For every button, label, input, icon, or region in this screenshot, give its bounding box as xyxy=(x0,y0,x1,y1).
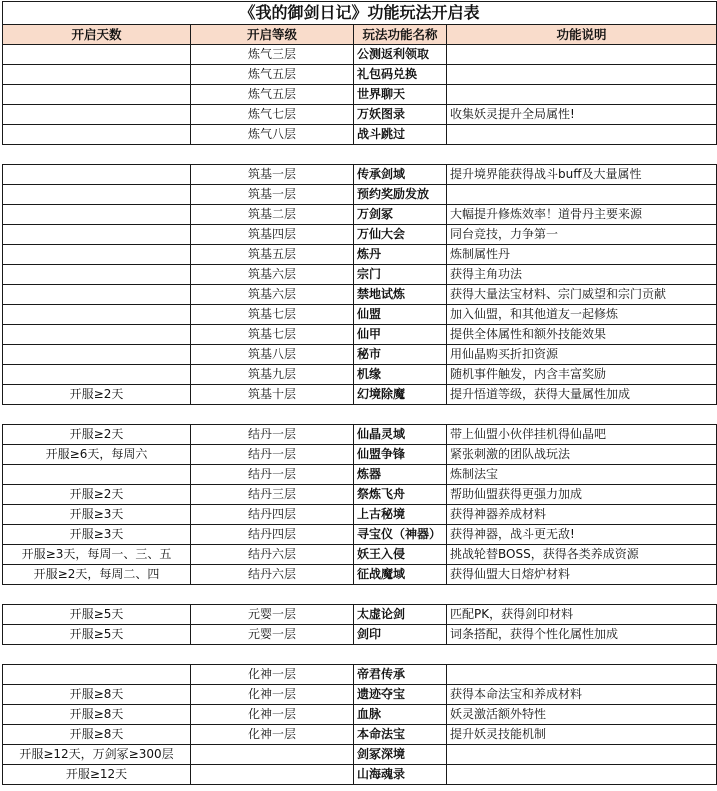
feature-description-cell xyxy=(447,185,717,205)
feature-name-cell: 征战魔域 xyxy=(354,565,447,585)
open-level-cell: 筑基一层 xyxy=(191,185,354,205)
feature-description-cell: 获得主角功法 xyxy=(447,265,717,285)
feature-name-cell: 礼包码兑换 xyxy=(354,65,447,85)
open-days-cell: 开服≥8天 xyxy=(3,705,191,725)
feature-name-cell: 秘市 xyxy=(354,345,447,365)
open-days-cell xyxy=(3,45,191,65)
feature-description-cell: 妖灵激活额外特性 xyxy=(447,705,717,725)
feature-description-cell: 获得神器养成材料 xyxy=(447,505,717,525)
table-row xyxy=(3,165,717,185)
table-row xyxy=(3,445,717,465)
open-days-cell xyxy=(3,365,191,385)
table-row xyxy=(3,45,717,65)
table-row xyxy=(3,345,717,365)
table-row xyxy=(3,625,717,645)
table-row xyxy=(3,245,717,265)
feature-description-cell: 加入仙盟，和其他道友一起修炼 xyxy=(447,305,717,325)
table-row xyxy=(3,605,717,625)
section-table xyxy=(2,424,717,585)
open-days-cell xyxy=(3,345,191,365)
table-row xyxy=(3,765,717,785)
feature-name-cell: 世界聊天 xyxy=(354,85,447,105)
open-level-cell: 筑基九层 xyxy=(191,365,354,385)
feature-description-cell: 带上仙盟小伙伴挂机得仙晶吧 xyxy=(447,425,717,445)
open-level-cell: 化神一层 xyxy=(191,705,354,725)
open-days-cell xyxy=(3,205,191,225)
feature-description-cell: 获得仙盟大日熔炉材料 xyxy=(447,565,717,585)
table-row xyxy=(3,425,717,445)
feature-name-cell: 剑印 xyxy=(354,625,447,645)
table-row xyxy=(3,565,717,585)
open-days-cell: 开服≥3天 xyxy=(3,505,191,525)
feature-description-cell: 炼制属性丹 xyxy=(447,245,717,265)
open-days-cell: 开服≥2天 xyxy=(3,485,191,505)
open-days-cell: 开服≥3天 xyxy=(3,525,191,545)
table-row xyxy=(3,125,717,145)
feature-description-cell xyxy=(447,45,717,65)
open-level-cell: 炼气五层 xyxy=(191,85,354,105)
open-level-cell: 结丹一层 xyxy=(191,425,354,445)
feature-name-cell: 上古秘境 xyxy=(354,505,447,525)
open-level-cell: 筑基七层 xyxy=(191,325,354,345)
feature-description-cell: 收集妖灵提升全局属性! xyxy=(447,105,717,125)
table-row xyxy=(3,385,717,405)
open-days-cell xyxy=(3,165,191,185)
open-days-cell: 开服≥8天 xyxy=(3,685,191,705)
open-level-cell xyxy=(191,745,354,765)
table-row xyxy=(3,365,717,385)
feature-description-cell xyxy=(447,665,717,685)
open-level-cell: 炼气七层 xyxy=(191,105,354,125)
section-table xyxy=(2,164,717,405)
open-level-cell: 炼气三层 xyxy=(191,45,354,65)
table-row xyxy=(3,185,717,205)
feature-name-cell: 太虚论剑 xyxy=(354,605,447,625)
feature-description-cell: 挑战轮替BOSS，获得各类养成资源 xyxy=(447,545,717,565)
feature-name-cell: 预约奖励发放 xyxy=(354,185,447,205)
feature-name-cell: 祭炼飞舟 xyxy=(354,485,447,505)
open-level-cell: 筑基十层 xyxy=(191,385,354,405)
table-row xyxy=(3,85,717,105)
column-header-description: 功能说明 xyxy=(447,25,717,45)
open-days-cell: 开服≥12天，万剑冢≥300层 xyxy=(3,745,191,765)
open-level-cell: 化神一层 xyxy=(191,685,354,705)
open-level-cell: 筑基一层 xyxy=(191,165,354,185)
feature-unlock-sheet xyxy=(2,1,716,785)
table-row xyxy=(3,665,717,685)
open-level-cell: 筑基八层 xyxy=(191,345,354,365)
feature-description-cell: 提供全体属性和额外技能效果 xyxy=(447,325,717,345)
feature-description-cell: 获得神器，战斗更无敌! xyxy=(447,525,717,545)
column-header-days: 开启天数 xyxy=(3,25,191,45)
section-gap xyxy=(2,585,716,604)
feature-name-cell: 仙甲 xyxy=(354,325,447,345)
open-level-cell: 化神一层 xyxy=(191,665,354,685)
open-days-cell xyxy=(3,465,191,485)
open-level-cell: 筑基六层 xyxy=(191,265,354,285)
feature-name-cell: 幻境除魔 xyxy=(354,385,447,405)
column-header-row xyxy=(3,25,717,45)
feature-name-cell: 遗迹夺宝 xyxy=(354,685,447,705)
open-level-cell: 筑基五层 xyxy=(191,245,354,265)
open-days-cell xyxy=(3,225,191,245)
feature-description-cell xyxy=(447,745,717,765)
table-row xyxy=(3,505,717,525)
open-level-cell: 结丹三层 xyxy=(191,485,354,505)
open-days-cell xyxy=(3,325,191,345)
open-level-cell: 炼气五层 xyxy=(191,65,354,85)
feature-description-cell: 大幅提升修炼效率！道骨丹主要来源 xyxy=(447,205,717,225)
table-row xyxy=(3,265,717,285)
feature-name-cell: 公测返利领取 xyxy=(354,45,447,65)
open-days-cell xyxy=(3,305,191,325)
open-level-cell: 筑基六层 xyxy=(191,285,354,305)
table-row xyxy=(3,285,717,305)
sections-container xyxy=(2,45,716,785)
feature-name-cell: 万仙大会 xyxy=(354,225,447,245)
open-days-cell xyxy=(3,125,191,145)
open-days-cell xyxy=(3,185,191,205)
open-days-cell: 开服≥2天，每周二、四 xyxy=(3,565,191,585)
feature-description-cell: 帮助仙盟获得更强力加成 xyxy=(447,485,717,505)
section-gap xyxy=(2,145,716,164)
open-days-cell: 开服≥3天，每周一、三、五 xyxy=(3,545,191,565)
feature-description-cell: 随机事件触发，内含丰富奖励 xyxy=(447,365,717,385)
table-row xyxy=(3,745,717,765)
open-days-cell xyxy=(3,105,191,125)
open-days-cell xyxy=(3,665,191,685)
open-days-cell: 开服≥2天 xyxy=(3,425,191,445)
table-row xyxy=(3,105,717,125)
feature-name-cell: 寻宝仪（神器） xyxy=(354,525,447,545)
feature-description-cell: 词条搭配，获得个性化属性加成 xyxy=(447,625,717,645)
feature-name-cell: 炼丹 xyxy=(354,245,447,265)
table-row xyxy=(3,205,717,225)
open-level-cell xyxy=(191,765,354,785)
feature-description-cell: 匹配PK，获得剑印材料 xyxy=(447,605,717,625)
page-title: 《我的御剑日记》功能玩法开启表 xyxy=(3,2,717,25)
feature-description-cell xyxy=(447,765,717,785)
feature-name-cell: 仙晶灵域 xyxy=(354,425,447,445)
column-header-level: 开启等级 xyxy=(191,25,354,45)
feature-description-cell: 提升妖灵技能机制 xyxy=(447,725,717,745)
open-level-cell: 结丹一层 xyxy=(191,445,354,465)
table-row xyxy=(3,225,717,245)
feature-description-cell: 获得大量法宝材料、宗门威望和宗门贡献 xyxy=(447,285,717,305)
feature-name-cell: 禁地试炼 xyxy=(354,285,447,305)
feature-name-cell: 机缘 xyxy=(354,365,447,385)
section-gap xyxy=(2,645,716,664)
table-row xyxy=(3,485,717,505)
open-level-cell: 结丹六层 xyxy=(191,565,354,585)
feature-name-cell: 仙盟争锋 xyxy=(354,445,447,465)
open-days-cell xyxy=(3,265,191,285)
feature-name-cell: 万剑冢 xyxy=(354,205,447,225)
feature-description-cell: 同台竞技，力争第一 xyxy=(447,225,717,245)
open-level-cell: 结丹四层 xyxy=(191,525,354,545)
feature-description-cell xyxy=(447,65,717,85)
section-table xyxy=(2,45,717,145)
feature-name-cell: 战斗跳过 xyxy=(354,125,447,145)
feature-description-cell: 用仙晶购买折扣资源 xyxy=(447,345,717,365)
feature-name-cell: 仙盟 xyxy=(354,305,447,325)
feature-description-cell: 炼制法宝 xyxy=(447,465,717,485)
feature-name-cell: 传承剑域 xyxy=(354,165,447,185)
feature-name-cell: 本命法宝 xyxy=(354,725,447,745)
feature-name-cell: 血脉 xyxy=(354,705,447,725)
table-row xyxy=(3,725,717,745)
open-level-cell: 炼气八层 xyxy=(191,125,354,145)
feature-name-cell: 剑冢深境 xyxy=(354,745,447,765)
open-level-cell: 化神一层 xyxy=(191,725,354,745)
feature-name-cell: 宗门 xyxy=(354,265,447,285)
open-days-cell: 开服≥8天 xyxy=(3,725,191,745)
open-days-cell xyxy=(3,285,191,305)
feature-description-cell xyxy=(447,125,717,145)
feature-description-cell: 提升悟道等级，获得大量属性加成 xyxy=(447,385,717,405)
open-days-cell xyxy=(3,85,191,105)
open-level-cell: 筑基二层 xyxy=(191,205,354,225)
open-level-cell: 结丹六层 xyxy=(191,545,354,565)
open-level-cell: 元婴一层 xyxy=(191,605,354,625)
table-row xyxy=(3,705,717,725)
open-days-cell xyxy=(3,245,191,265)
feature-description-cell: 紧张刺激的团队战玩法 xyxy=(447,445,717,465)
open-level-cell: 结丹四层 xyxy=(191,505,354,525)
title-row xyxy=(3,2,717,25)
open-days-cell: 开服≥12天 xyxy=(3,765,191,785)
feature-description-cell: 获得本命法宝和养成材料 xyxy=(447,685,717,705)
open-days-cell: 开服≥2天 xyxy=(3,385,191,405)
feature-name-cell: 炼器 xyxy=(354,465,447,485)
open-days-cell xyxy=(3,65,191,85)
open-level-cell: 元婴一层 xyxy=(191,625,354,645)
table-row xyxy=(3,305,717,325)
table-row xyxy=(3,325,717,345)
section-gap xyxy=(2,405,716,424)
feature-name-cell: 帝君传承 xyxy=(354,665,447,685)
column-header-feature-name: 玩法功能名称 xyxy=(354,25,447,45)
feature-name-cell: 妖王入侵 xyxy=(354,545,447,565)
section-table xyxy=(2,604,717,645)
section-table xyxy=(2,664,717,785)
table-row xyxy=(3,465,717,485)
table-row xyxy=(3,685,717,705)
open-days-cell: 开服≥6天，每周六 xyxy=(3,445,191,465)
open-level-cell: 结丹一层 xyxy=(191,465,354,485)
feature-description-cell xyxy=(447,85,717,105)
table-row xyxy=(3,545,717,565)
table-row xyxy=(3,65,717,85)
feature-description-cell: 提升境界能获得战斗buff及大量属性 xyxy=(447,165,717,185)
open-level-cell: 筑基七层 xyxy=(191,305,354,325)
open-days-cell: 开服≥5天 xyxy=(3,625,191,645)
feature-name-cell: 山海魂录 xyxy=(354,765,447,785)
feature-name-cell: 万妖图录 xyxy=(354,105,447,125)
header-table xyxy=(2,1,717,45)
table-row xyxy=(3,525,717,545)
open-days-cell: 开服≥5天 xyxy=(3,605,191,625)
open-level-cell: 筑基四层 xyxy=(191,225,354,245)
